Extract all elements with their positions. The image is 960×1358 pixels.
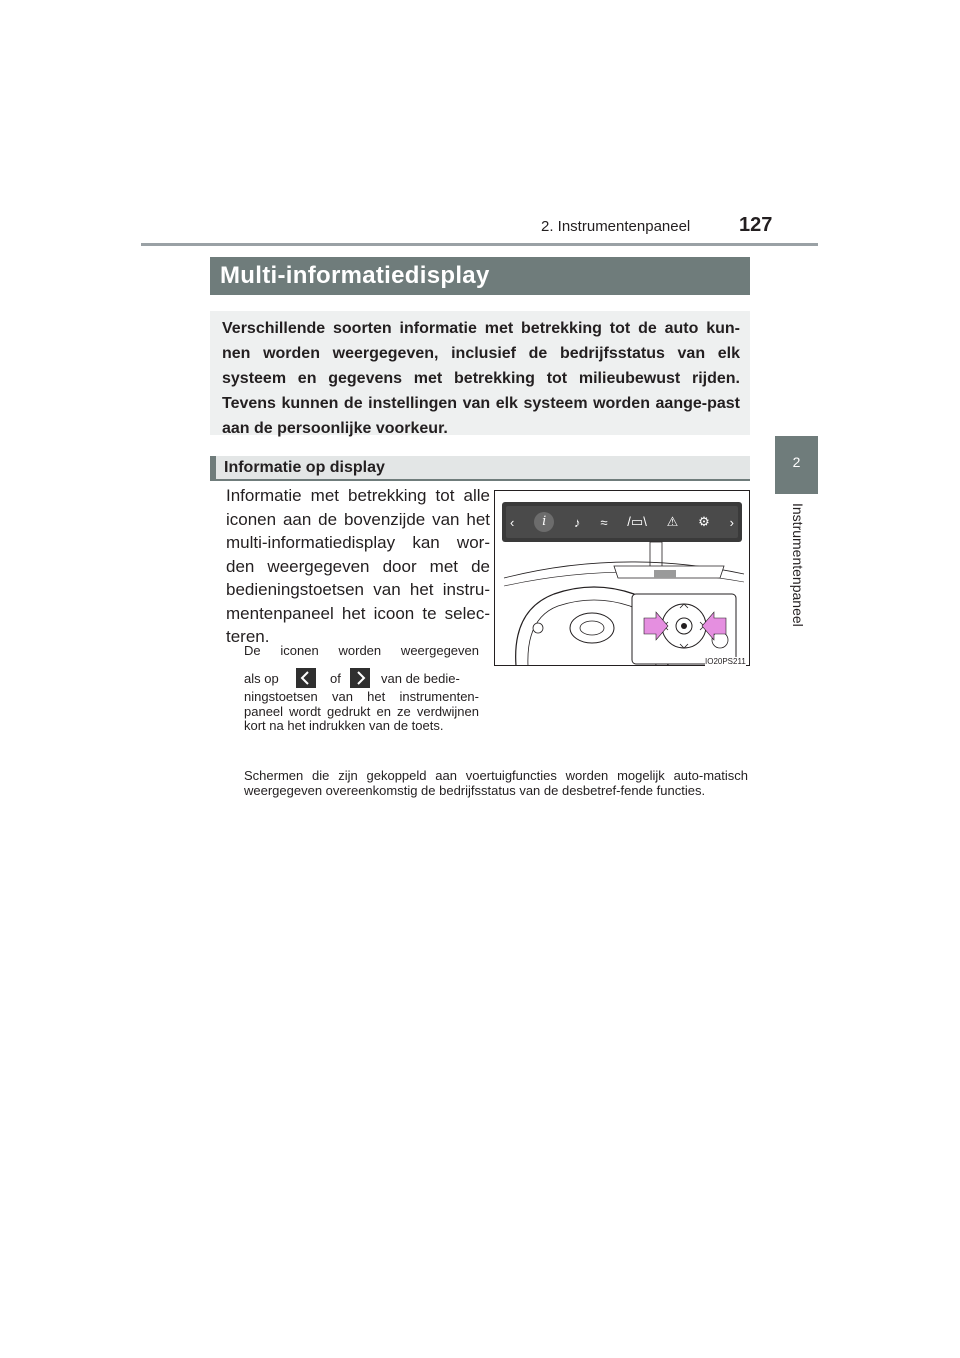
running-header-chapter: 2. Instrumentenpaneel	[541, 218, 691, 235]
driving-assist-icon: ≈	[600, 514, 608, 530]
chapter-tab-number: 2	[792, 454, 801, 470]
chevron-left-button-icon	[296, 668, 316, 688]
subsection-accent	[210, 456, 216, 481]
music-note-icon: ♪	[574, 514, 581, 530]
warning-icon: ⚠	[666, 514, 679, 529]
instrument-panel-figure	[494, 490, 750, 666]
note-mid: of	[330, 671, 341, 686]
intro-text: Verschillende soorten informatie met betrekking tot de auto kun-nen worden weergegeven, inclusief de bedrijfsstatus van elk systeem en gegevens met betrekking tot milieubewust rijden. Tevens kunnen de instellingen van elk systeem worden aange-past aan de persoonlijke voorkeur.	[222, 320, 740, 437]
chapter-tab-label-wrap	[787, 503, 809, 638]
body-paragraph: Informatie met betrekking tot alle iconen aan de bovenzijde van het multi-informatiedisplay kan wor-den weergegeven door met de bedieningstoetsen van het instru-mentenpaneel het icoon te selec-teren.	[226, 486, 490, 646]
header-divider	[141, 243, 818, 246]
gear-icon: ⚙	[698, 514, 710, 529]
chevron-right-button-icon	[350, 668, 370, 688]
lane-car-icon: /▭\	[627, 514, 647, 529]
note-2: Schermen die zijn gekoppeld aan voertuigfuncties worden mogelijk auto-matisch weergegeven overeenkomstig de bedrijfsstatus van de desbetref-fende functies.	[244, 768, 748, 798]
note-line-1-text: De iconen worden weergegeven	[244, 643, 479, 658]
page-title: Multi-informatiedisplay	[220, 262, 490, 289]
subsection-title: Informatie op display	[224, 459, 385, 476]
page-number: 127	[739, 214, 773, 236]
note-prefix: als op	[244, 671, 279, 686]
note-line-2	[244, 668, 479, 690]
display-icon-row	[510, 510, 734, 534]
chevron-right-icon: ›	[729, 514, 734, 530]
figure-code: IO20PS211	[705, 657, 746, 666]
note-line-1	[244, 641, 479, 660]
note-rest: ningstoetsen van het instrumenten-paneel wordt gedrukt en ze verdwijnen kort na het indrukken van de toets.	[244, 689, 479, 733]
note-suffix: van de bedie-	[381, 671, 460, 686]
info-icon: i	[534, 512, 554, 532]
chevron-left-icon: ‹	[510, 514, 515, 530]
chapter-tab-label: Instrumentenpaneel	[790, 503, 806, 627]
